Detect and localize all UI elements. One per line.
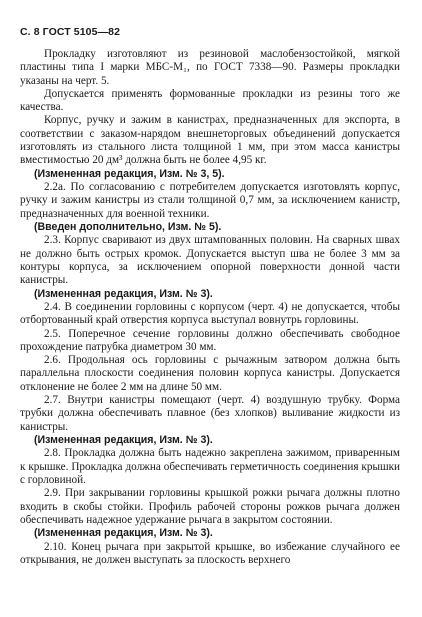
amendment-note: (Измененная редакция, Изм. № 3). [34,287,213,300]
paragraph: Прокладку изготовляют из резиновой маслобензостойкой, мягкой пластины типа I марки МБС-М₁, по ГОСТ 7338—90. Размеры прокладки указаны на черт. 5. [20,48,400,87]
paragraph: 2.9. При закрывании горловины крышкой рожки рычага должны плотно входить в скобы стойки. Профиль рабочей стороны рожков рычага должен обеспечивать надежное удержание рычага в закрытом состоянии. [20,487,400,526]
paragraph: 2.8. Прокладка должна быть надежно закреплена зажимом, приваренным к крышке. Прокладка должна обеспечивать герметичность соединения крышки с горловиной. [20,447,400,486]
paragraph: 2.4. В соединении горловины с корпусом (черт. 4) не допускается, чтобы отбортованный край отверстия корпуса выступал вовнутрь горловины. [20,300,400,327]
paragraph: 2.7. Внутри канистры помещают (черт. 4) воздушную трубку. Форма трубки должна обеспечивать плавное (без хлопков) выливание жидкости из канистры. [20,394,400,433]
paragraph: 2.2а. По согласованию с потребителем допускается изготовлять корпус, ручку и зажим канистры из стали толщиной 0,7 мм, за исключением канистр, предназначенных для военной техники. [20,181,400,220]
paragraph: 2.5. Поперечное сечение горловины должно обеспечивать свободное прохождение патрубка диаметром 30 мм. [20,327,400,353]
amendment-note: (Измененная редакция, Изм. № 3). [34,433,213,446]
paragraph: 2.10. Конец рычага при закрытой крышке, во избежание случайного ее открывания, не должен выступать за плоскость верхнего [20,540,400,566]
paragraph: Корпус, ручку и зажим в канистрах, предназначенных для экспорта, в соответствии с заказом-нарядом внешнеторговых объединений допускается изготовлять из стального листа толщиной 1 мм, при этом масса канистры вместимостью 20 дм³ должна быть не более 4,95 кг. [20,114,400,167]
paragraph: 2.3. Корпус сваривают из двух штампованных половин. На сварных швах не должно быть острых кромок. Допускается выступ шва не более 3 мм за контуры корпуса, за исключением опорной поверхности донной части канистры. [20,234,400,287]
amendment-note: (Введен дополнительно, Изм. № 5). [34,220,222,233]
paragraph: 2.6. Продольная ось горловины с рычажным затвором должна быть параллельна плоскости соединения половин корпуса канистры. Допускается отклонение не более 2 мм на длине 50 мм. [20,354,400,393]
amendment-note: (Измененная редакция, Изм. № 3, 5). [34,167,225,180]
paragraph: Допускается применять формованные прокладки из резины того же качества. [20,87,400,114]
page-header: С. 8 ГОСТ 5105—82 [20,26,121,38]
amendment-note: (Измененная редакция, Изм. № 3). [34,527,213,540]
document-body [20,48,400,567]
